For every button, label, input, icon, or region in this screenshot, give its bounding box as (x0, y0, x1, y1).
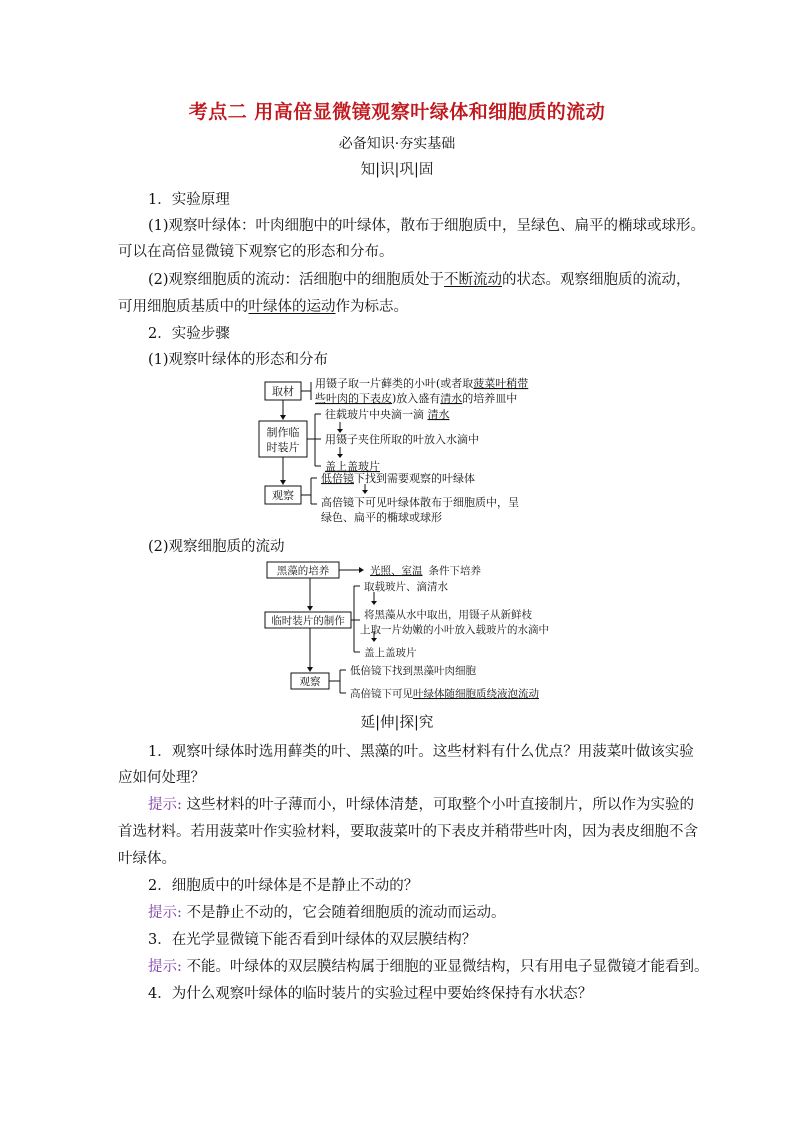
principle-line3: (2)观察细胞质的流动：活细胞中的细胞质处于不断流动的状态。观察细胞质的流动， (148, 272, 691, 288)
hint-label: 提示: (148, 905, 182, 921)
hint-label: 提示: (148, 797, 182, 813)
heading-principle: 1．实验原理 (148, 192, 230, 208)
step2-line1: 往载玻片中央滴一滴 清水 (325, 408, 450, 421)
band-extension: 延|伸|探|究 (360, 715, 434, 731)
question3: 3．在光学显微镜下能否看到叶绿体的双层膜结构？ (148, 932, 477, 948)
question4: 4．为什么观察叶绿体的临时装片的实验过程中要始终保持有水状态？ (148, 986, 593, 1002)
band-knowledge: 知|识|巩|固 (360, 162, 434, 178)
cytoplasm-flow-diagram (262, 556, 562, 702)
step2-line3: 盖上盖玻片 (325, 460, 380, 473)
making-step2-line1: 将黑藻从水中取出，用镊子从新鲜枝 (364, 609, 532, 621)
making-step2-line2: 上取一片幼嫩的小叶放入载玻片的水滴中 (360, 624, 549, 636)
hint-label: 提示: (148, 959, 182, 975)
page-title: 考点二 用高倍显微镜观察叶绿体和细胞质的流动 (188, 101, 606, 123)
box-material-label: 取材 (272, 385, 294, 398)
box-culture-label: 黑藻的培养 (276, 565, 330, 577)
answer1-line3: 叶绿体。 (118, 851, 176, 867)
question2: 2．细胞质中的叶绿体是不是静止不动的？ (148, 878, 419, 894)
answer2: 提示: 不是静止不动的，它会随着细胞质的流动而运动。 (148, 905, 506, 921)
answer1-line2: 首选材料。若用菠菜叶作实验材料，要取菠菜叶的下表皮并稍带些叶肉，因为表皮细胞不含 (118, 824, 698, 840)
step3-line1: 低倍镜下找到需要观察的叶绿体 (321, 472, 475, 485)
section-label: 必备知识·夯实基础 (338, 136, 456, 152)
step2-line2: 用镊子夹住所取的叶放入水滴中 (325, 433, 479, 446)
making-step3: 盖上盖玻片 (364, 647, 417, 659)
culture-condition: 光照、室温 条件下培养 (370, 565, 481, 577)
sub-heading-cytoplasm: (2)观察细胞质的流动 (148, 539, 285, 555)
sub-heading-chloroplast: (1)观察叶绿体的形态和分布 (148, 352, 329, 368)
principle-line2: 可以在高倍显微镜下观察它的形态和分布。 (118, 244, 394, 260)
principle-line4: 可用细胞质基质中的叶绿体的运动作为标志。 (118, 299, 408, 315)
principle-line1: (1)观察叶绿体：叶肉细胞中的叶绿体，散布于细胞质中，呈绿色、扁平的椭球或球形。 (148, 218, 706, 234)
step3-line2: 高倍镜下可见叶绿体散布于细胞质中，呈 (321, 496, 519, 509)
answer1-line1: 提示: 这些材料的叶子薄而小，叶绿体清楚，可取整个小叶直接制片，所以作为实验的 (148, 797, 694, 813)
step1-line1: 用镊子取一片藓类的小叶(或者取菠菜叶稍带 (315, 377, 529, 390)
box-slide-label-1: 制作临 (266, 426, 300, 439)
chloroplast-flow-diagram (255, 372, 575, 530)
observe-step2: 高倍镜下可见叶绿体随细胞质绕液泡流动 (350, 688, 539, 700)
question1-line2: 应如何处理？ (118, 770, 205, 786)
observe-step1: 低倍镜下找到黑藻叶肉细胞 (350, 665, 476, 677)
box-observe-2-label: 观察 (299, 676, 321, 688)
box-observe-label: 观察 (272, 489, 294, 502)
answer3: 提示: 不能。叶绿体的双层膜结构属于细胞的亚显微结构，只有用电子显微镜才能看到。 (148, 959, 709, 975)
box-slide-label-2: 时装片 (266, 441, 300, 454)
making-step1: 取载玻片、滴清水 (364, 581, 448, 593)
box-slide-making-label: 临时装片的制作 (271, 615, 345, 627)
heading-steps: 2．实验步骤 (148, 326, 230, 342)
step1-line2: 些叶肉的下表皮)放入盛有清水的培养皿中 (315, 392, 518, 405)
step3-line3: 绿色、扁平的椭球或球形 (321, 511, 442, 524)
question1-line1: 1．观察叶绿体时选用藓类的叶、黑藻的叶。这些材料有什么优点？用菠菜叶做该实验 (148, 744, 694, 760)
